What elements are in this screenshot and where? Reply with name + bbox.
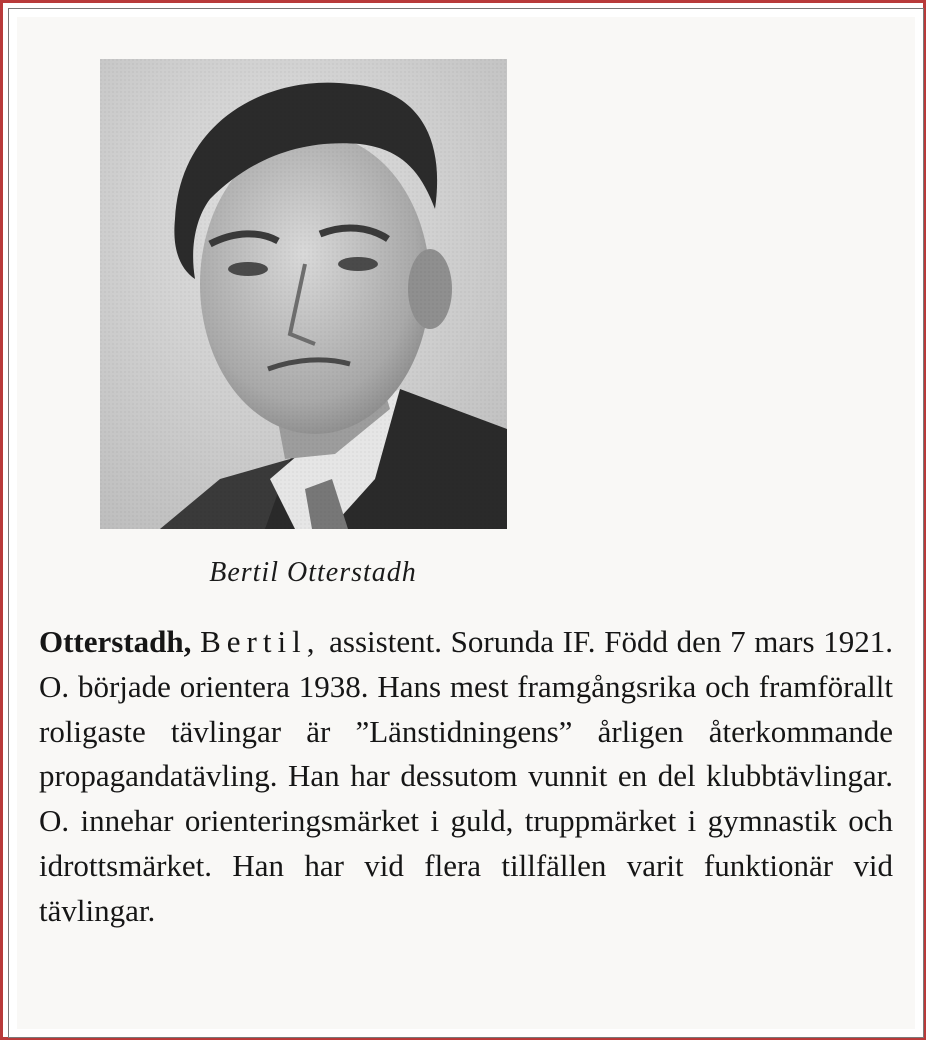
photo-caption: Bertil Otterstadh [209, 557, 417, 588]
bio-given-name: Bertil, [200, 624, 321, 659]
portrait-image [100, 59, 507, 529]
bio-surname: Otterstadh, [39, 624, 192, 659]
portrait-photo [100, 59, 507, 529]
biography-paragraph [39, 620, 893, 934]
bio-text: assistent. Sorunda IF. Född den 7 mars 1921. O. började orientera 1938. Hans mest framgångsrika och framförallt roligaste tävlingar är ”Länstidningens” årligen återkommande propagandatävling. Han har dessutom vunnit en del klubbtävlingar. O. innehar orienteringsmärket i guld, truppmärket i gymnastik och idrottsmärket. Han har vid flera tillfällen varit funktionär vid tävlingar. [39, 624, 894, 928]
